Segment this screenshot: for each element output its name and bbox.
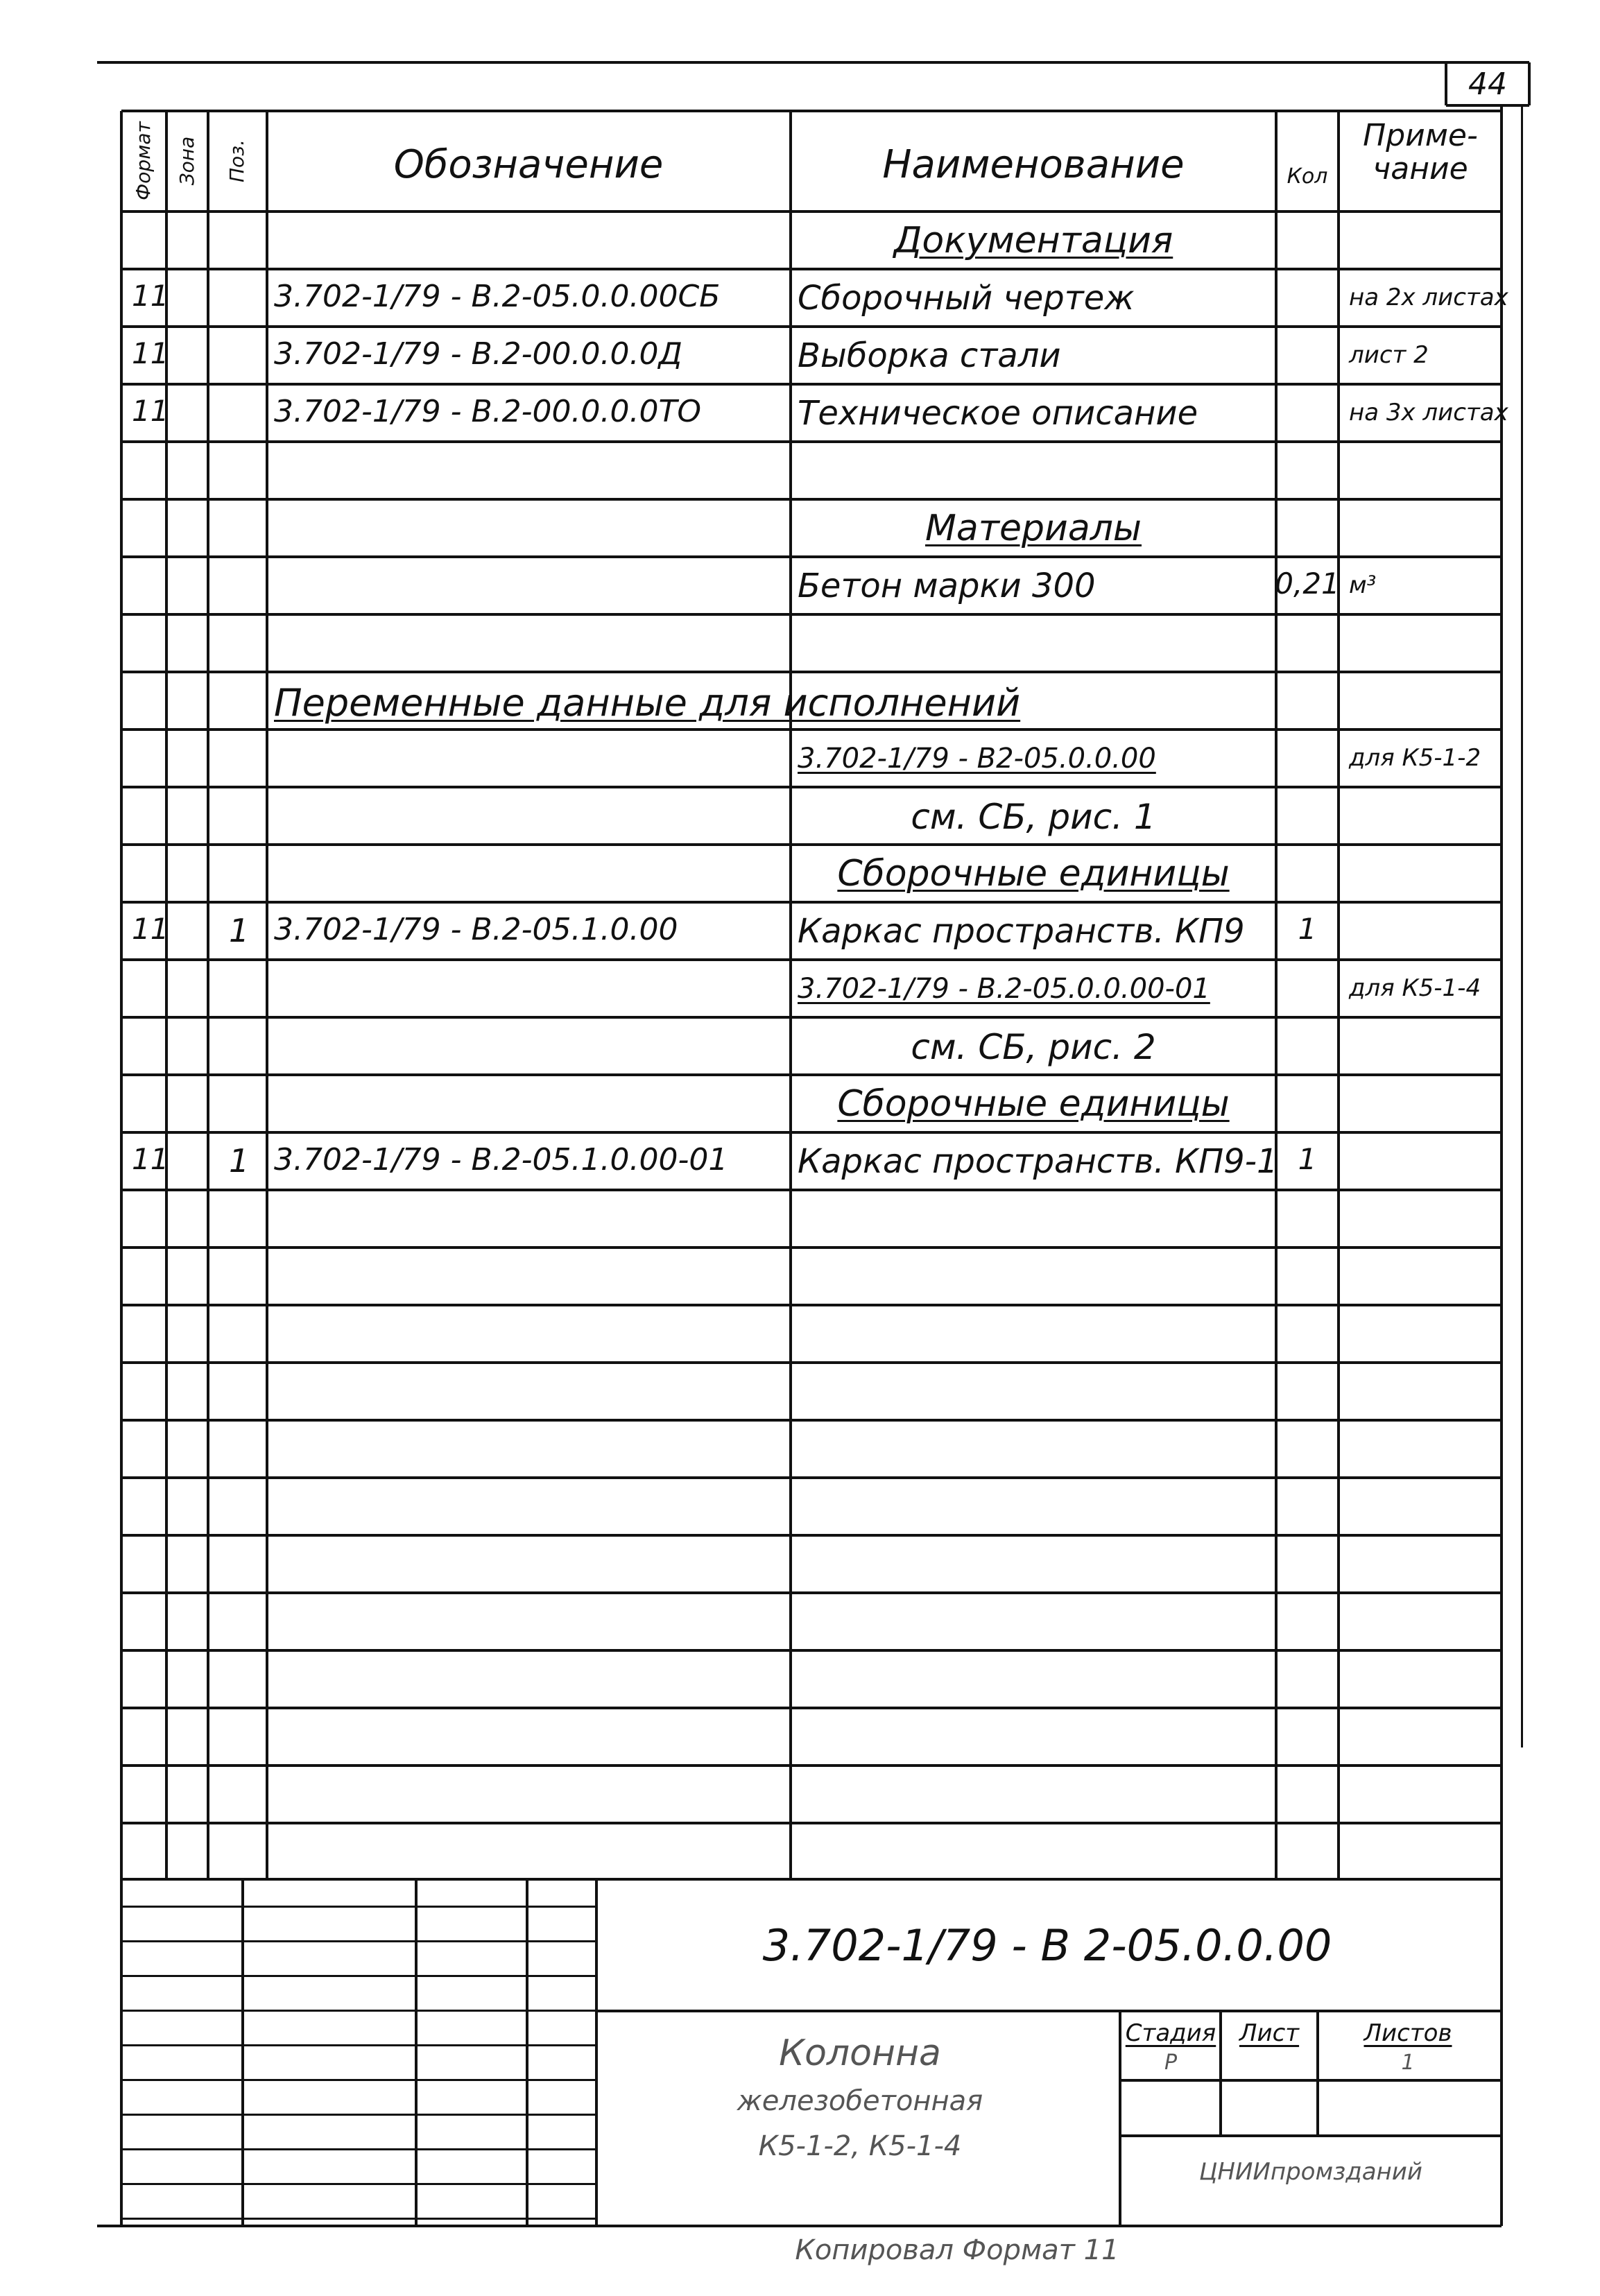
grid-line-horizontal: [121, 498, 1502, 501]
grid-line-vertical: [526, 1879, 528, 2226]
grid-line-horizontal: [121, 671, 1502, 673]
row-position: 1: [229, 1142, 250, 1180]
row-name: Каркас пространств. КП9-1: [798, 1142, 1278, 1181]
grid-line-horizontal: [121, 1131, 1502, 1134]
row-designation: 3.702-1/79 - В.2-00.0.0.0ТО: [274, 394, 701, 429]
grid-line-horizontal: [121, 2114, 596, 2116]
grid-line-horizontal: [121, 1591, 1502, 1594]
grid-line-horizontal: [121, 1764, 1502, 1767]
grid-line-horizontal: [121, 2044, 596, 2046]
row-name: см. СБ, рис. 1: [911, 797, 1156, 837]
row-name: Сборочный чертеж: [798, 279, 1135, 318]
grid-line-horizontal: [121, 325, 1502, 328]
grid-line-horizontal: [121, 1822, 1502, 1824]
grid-line-horizontal: [121, 1189, 1502, 1191]
row-name: см. СБ, рис. 2: [911, 1027, 1156, 1067]
grid-line-horizontal: [1120, 2079, 1502, 2082]
grid-line-vertical: [207, 111, 209, 1879]
grid-line-horizontal: [97, 2225, 1502, 2227]
row-qty: 1: [1298, 1142, 1317, 1176]
grid-line-horizontal: [1120, 2134, 1502, 2137]
grid-line-vertical: [1275, 111, 1278, 1879]
organization: ЦНИИпромзданий: [1199, 2158, 1422, 2186]
grid-line-vertical: [1528, 62, 1531, 105]
header-note: Приме-чание: [1363, 118, 1478, 187]
row-note: для К5-1-4: [1349, 974, 1481, 1002]
row-format: 11: [132, 912, 169, 946]
grid-line-horizontal: [121, 1649, 1502, 1652]
section-heading: Сборочные единицы: [837, 853, 1230, 895]
grid-line-horizontal: [121, 786, 1502, 788]
grid-line-horizontal: [121, 1707, 1502, 1709]
grid-line-horizontal: [121, 383, 1502, 386]
row-designation: 3.702-1/79 - В.2-00.0.0.0Д: [274, 336, 682, 372]
grid-line-vertical: [120, 1879, 123, 2226]
grid-line-horizontal: [121, 440, 1502, 443]
row-name: Каркас пространств. КП9: [798, 912, 1245, 951]
grid-line-horizontal: [121, 555, 1502, 558]
sheets-label: Листов: [1364, 2019, 1452, 2047]
grid-line-vertical: [1445, 62, 1447, 105]
grid-line-horizontal: [121, 2079, 596, 2081]
row-note: на 2х листах: [1349, 284, 1508, 311]
grid-line-horizontal: [121, 1016, 1502, 1019]
header-zone: Зона: [175, 136, 198, 186]
header-pos: Поз.: [225, 139, 248, 182]
section-heading: Документация: [893, 220, 1173, 261]
grid-line-horizontal: [121, 1073, 1502, 1076]
row-note: м³: [1349, 571, 1377, 599]
grid-line-vertical: [1521, 105, 1523, 1747]
grid-line-horizontal: [121, 110, 1502, 112]
grid-line-vertical: [1337, 111, 1340, 1879]
row-name: Техническое описание: [798, 394, 1198, 433]
grid-line-horizontal: [121, 1975, 596, 1977]
grid-line-horizontal: [121, 2183, 596, 2185]
row-note: для К5-1-2: [1349, 744, 1481, 772]
grid-line-horizontal: [1446, 104, 1529, 107]
stage-label: Стадия: [1125, 2019, 1216, 2047]
grid-line-horizontal: [121, 2218, 596, 2220]
grid-line-horizontal: [121, 901, 1502, 904]
section-heading: Сборочные единицы: [837, 1083, 1230, 1125]
section-heading: Переменные данные для исполнений: [274, 681, 1021, 725]
row-format: 11: [132, 336, 169, 370]
grid-line-vertical: [241, 1879, 244, 2226]
grid-line-vertical: [165, 111, 168, 1879]
title-line2: железобетонная: [737, 2085, 983, 2117]
row-format: 11: [132, 394, 169, 428]
sheet-label: Лист: [1239, 2019, 1300, 2047]
grid-line-horizontal: [121, 2148, 596, 2150]
row-name: 3.702-1/79 - В2-05.0.0.00: [798, 743, 1156, 775]
grid-line-vertical: [1119, 2011, 1121, 2226]
row-qty: 1: [1298, 912, 1317, 946]
row-position: 1: [229, 912, 250, 949]
section-heading: Материалы: [925, 508, 1142, 549]
row-note: лист 2: [1349, 341, 1429, 369]
grid-line-horizontal: [121, 1246, 1502, 1249]
row-name: 3.702-1/79 - В.2-05.0.0.00-01: [798, 973, 1210, 1005]
row-format: 11: [132, 1142, 169, 1176]
grid-line-vertical: [415, 1879, 418, 2226]
stage-value: Р: [1164, 2051, 1178, 2075]
grid-line-horizontal: [121, 1304, 1502, 1306]
grid-line-horizontal: [121, 1419, 1502, 1422]
grid-line-horizontal: [121, 613, 1502, 616]
grid-line-horizontal: [97, 61, 1529, 64]
row-format: 11: [132, 279, 169, 313]
grid-line-horizontal: [121, 728, 1502, 731]
title-line3: К5-1-2, К5-1-4: [758, 2130, 962, 2162]
grid-line-vertical: [595, 1879, 598, 2226]
grid-line-horizontal: [121, 2010, 596, 2012]
grid-line-vertical: [789, 111, 792, 1879]
sheet-number: 44: [1468, 67, 1507, 102]
grid-line-horizontal: [596, 2010, 1502, 2012]
row-designation: 3.702-1/79 - В.2-05.1.0.00-01: [274, 1142, 728, 1177]
grid-line-horizontal: [121, 210, 1502, 213]
row-name: Бетон марки 300: [798, 567, 1096, 605]
grid-line-vertical: [1219, 2011, 1222, 2136]
grid-line-horizontal: [121, 1878, 1502, 1881]
row-designation: 3.702-1/79 - В.2-05.0.0.00СБ: [274, 279, 721, 314]
grid-line-horizontal: [121, 1476, 1502, 1479]
grid-line-horizontal: [121, 1940, 596, 1942]
grid-line-horizontal: [121, 843, 1502, 846]
grid-line-vertical: [266, 111, 268, 1879]
header-designation: Обозначение: [393, 142, 664, 187]
grid-line-horizontal: [121, 1906, 596, 1908]
header-name: Наименование: [882, 142, 1185, 187]
grid-line-horizontal: [121, 1534, 1502, 1537]
footer-text: Копировал Формат 11: [795, 2234, 1119, 2266]
row-name: Выборка стали: [798, 336, 1061, 375]
title-line1: Колонна: [779, 2032, 941, 2074]
sheets-value: 1: [1401, 2051, 1415, 2075]
row-qty: 0,21: [1275, 567, 1340, 601]
row-note: на 3х листах: [1349, 399, 1508, 426]
header-qty: Кол: [1287, 164, 1328, 189]
grid-line-horizontal: [121, 268, 1502, 270]
grid-line-horizontal: [121, 1361, 1502, 1364]
document-code: 3.702-1/79 - В 2-05.0.0.00: [762, 1920, 1332, 1971]
row-designation: 3.702-1/79 - В.2-05.1.0.00: [274, 912, 678, 947]
grid-line-vertical: [1316, 2011, 1319, 2136]
grid-line-horizontal: [121, 958, 1502, 961]
header-format: Формат: [132, 121, 155, 200]
